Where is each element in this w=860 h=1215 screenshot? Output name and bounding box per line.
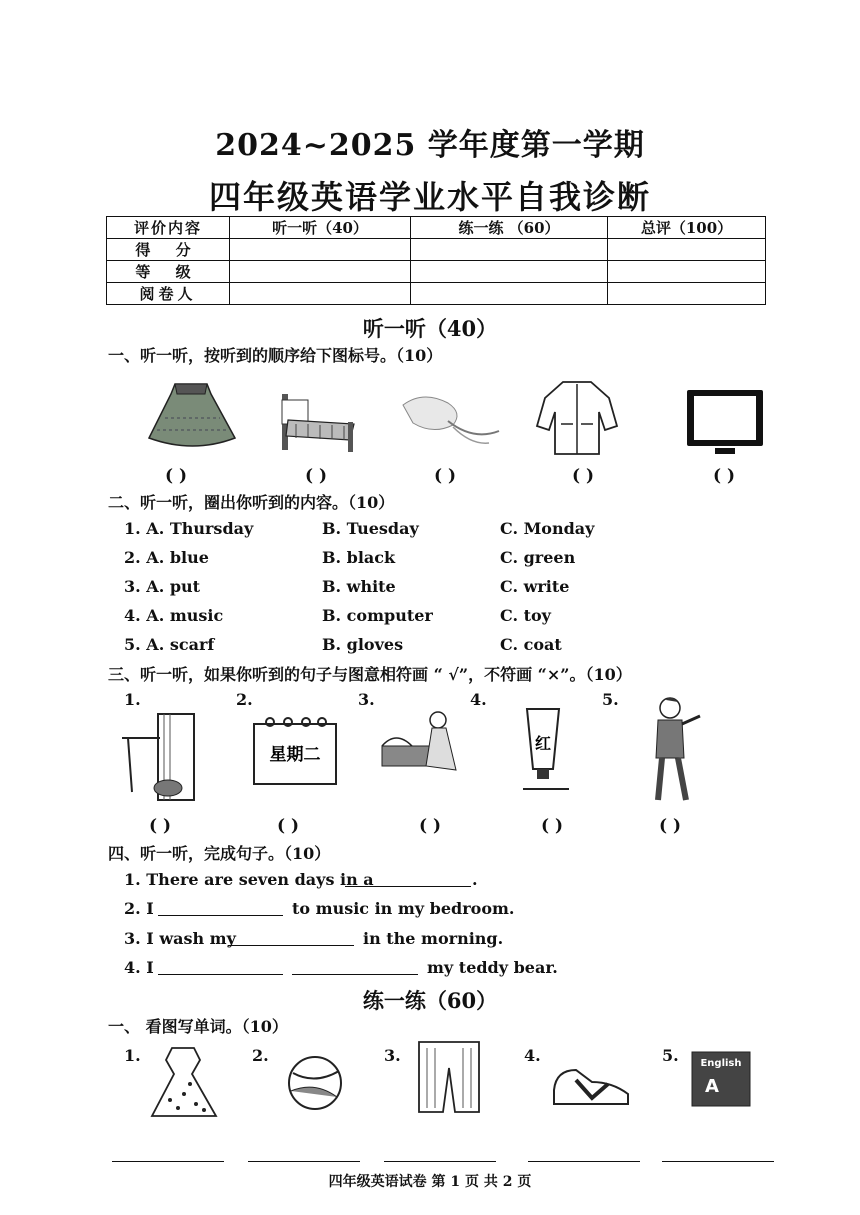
table-row-label: 得 分 (107, 239, 230, 261)
option-c[interactable]: C. toy (500, 606, 551, 625)
answer-line[interactable] (662, 1161, 774, 1162)
bed-picture (278, 390, 363, 455)
answer-line[interactable] (228, 945, 354, 946)
ball-picture (285, 1055, 345, 1111)
table-row (107, 283, 766, 305)
answer-blank[interactable]: ( ) (658, 816, 681, 836)
book-letter: A (705, 1076, 719, 1097)
sentence-4-start: 4. I (124, 958, 154, 977)
table-header-cell: 总评（100） (608, 217, 766, 239)
table-row (107, 239, 766, 261)
option-a[interactable]: 2. A. blue (124, 548, 209, 567)
question-number: 2. (252, 1046, 269, 1065)
listening-part2-instruction: 二、听一听，圈出你听到的内容。（10） (108, 493, 395, 512)
table-row-label: 阅卷人 (107, 283, 230, 305)
shoe-picture (552, 1060, 632, 1110)
boy-picture (648, 696, 708, 806)
listening-section-title: 听一听（40） (362, 316, 498, 341)
answer-line[interactable] (248, 1161, 360, 1162)
table-header-cell: 练一练 （60） (411, 217, 608, 239)
answer-blank[interactable]: ( ) (164, 466, 187, 486)
option-b[interactable]: B. Tuesday (322, 519, 419, 538)
option-a[interactable]: 1. A. Thursday (124, 519, 254, 538)
option-a[interactable]: 5. A. scarf (124, 635, 215, 654)
practice-part1-instruction: 一、 看图写单词。（10） (108, 1017, 288, 1036)
answer-line[interactable] (292, 974, 418, 975)
pants-picture (415, 1038, 485, 1118)
table-cell[interactable] (608, 261, 766, 283)
answer-blank[interactable]: ( ) (418, 816, 441, 836)
sentence-1-end: . (472, 870, 478, 889)
answer-line[interactable] (158, 915, 283, 916)
girl-bed-picture (376, 706, 471, 781)
table-cell[interactable] (411, 261, 608, 283)
table-cell[interactable] (230, 261, 411, 283)
option-b[interactable]: B. gloves (322, 635, 404, 654)
tv-picture (685, 388, 765, 458)
answer-blank[interactable]: ( ) (712, 466, 735, 486)
calendar-picture (248, 714, 343, 789)
answer-line[interactable] (384, 1161, 496, 1162)
scarf-picture (393, 385, 503, 450)
book-title: English (700, 1058, 742, 1069)
chair-picture (120, 712, 205, 802)
answer-line[interactable] (345, 886, 471, 887)
sentence-3-start: 3. I wash my (124, 929, 236, 948)
table-row (107, 261, 766, 283)
listening-part3-instruction: 三、听一听，如果你听到的句子与图意相符画 “ √”，不符画 “×”。（10） (108, 665, 632, 684)
table-cell[interactable] (608, 283, 766, 305)
answer-blank[interactable]: ( ) (433, 466, 456, 486)
option-a[interactable]: 4. A. music (124, 606, 224, 625)
question-number: 5. (602, 690, 619, 709)
option-b[interactable]: B. black (322, 548, 396, 567)
option-a[interactable]: 3. A. put (124, 577, 201, 596)
question-number: 3. (384, 1046, 401, 1065)
sentence-2-start: 2. I (124, 899, 154, 918)
dress-picture (148, 1044, 218, 1122)
table-row-label: 等 级 (107, 261, 230, 283)
answer-line[interactable] (112, 1161, 224, 1162)
table-header-cell: 听一听（40） (230, 217, 411, 239)
jacket-picture (535, 378, 620, 458)
option-b[interactable]: B. white (322, 577, 396, 596)
answer-blank[interactable]: ( ) (540, 816, 563, 836)
sentence-1-start: 1. There are seven days in a (124, 870, 374, 889)
table-cell[interactable] (608, 239, 766, 261)
option-c[interactable]: C. coat (500, 635, 562, 654)
answer-blank[interactable]: ( ) (276, 816, 299, 836)
title-line-2: 四年级英语学业水平自我诊断 (208, 178, 651, 216)
listening-part4-instruction: 四、听一听，完成句子。（10） (108, 844, 331, 863)
question-number: 4. (470, 690, 487, 709)
title-line-1: 2024~2025 学年度第一学期 (215, 128, 645, 163)
listening-part1-instruction: 一、听一听，按听到的顺序给下图标号。（10） (108, 346, 443, 365)
question-number: 4. (524, 1046, 541, 1065)
question-number: 5. (662, 1046, 679, 1065)
skirt-picture (145, 378, 240, 453)
book-picture (690, 1050, 752, 1108)
score-table (106, 216, 766, 305)
table-cell[interactable] (411, 239, 608, 261)
page-footer: 四年级英语试卷 第 1 页 共 2 页 (328, 1174, 532, 1190)
option-c[interactable]: C. green (500, 548, 576, 567)
table-cell[interactable] (411, 283, 608, 305)
table-header-cell: 评价内容 (107, 217, 230, 239)
practice-section-title: 练一练（60） (362, 988, 498, 1013)
question-number: 1. (124, 1046, 141, 1065)
tube-text: 红 (534, 734, 552, 753)
answer-blank[interactable]: ( ) (304, 466, 327, 486)
paint-tube-picture (515, 705, 575, 797)
question-number: 2. (236, 690, 253, 709)
question-number: 1. (124, 690, 141, 709)
sentence-4-end: my teddy bear. (427, 958, 558, 977)
calendar-text: 星期二 (269, 745, 321, 765)
question-number: 3. (358, 690, 375, 709)
answer-line[interactable] (158, 974, 283, 975)
table-row (107, 217, 766, 239)
option-c[interactable]: C. Monday (500, 519, 595, 538)
sentence-3-end: in the morning. (363, 929, 504, 948)
answer-blank[interactable]: ( ) (148, 816, 171, 836)
answer-line[interactable] (528, 1161, 640, 1162)
answer-blank[interactable]: ( ) (571, 466, 594, 486)
table-cell[interactable] (230, 283, 411, 305)
option-b[interactable]: B. computer (322, 606, 433, 625)
table-cell[interactable] (230, 239, 411, 261)
sentence-2-end: to music in my bedroom. (292, 899, 515, 918)
option-c[interactable]: C. write (500, 577, 570, 596)
